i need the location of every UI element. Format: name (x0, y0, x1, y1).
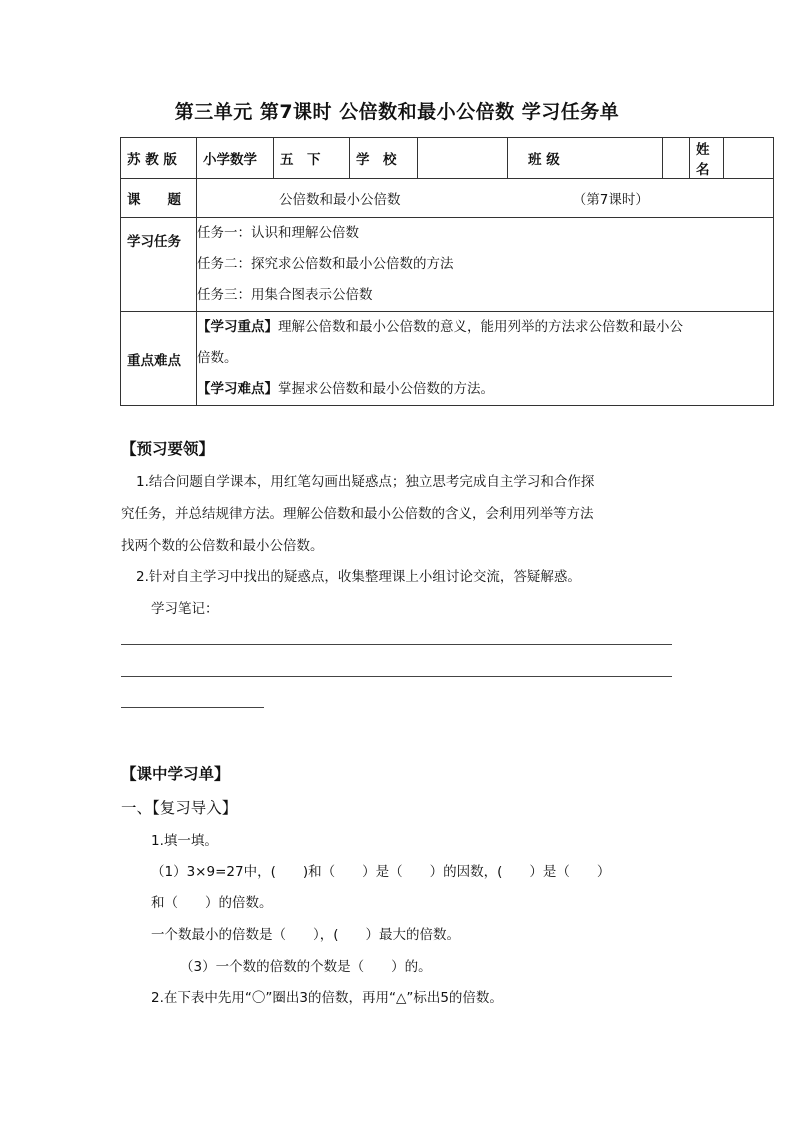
school-field[interactable] (418, 138, 508, 179)
lesson-period: （第7课时） (572, 192, 649, 208)
q1-title: 1.填一填。 (151, 833, 218, 849)
name-label: 姓名 (690, 138, 724, 179)
keypoints-label: 重点难点 (121, 312, 197, 406)
difficulty-tag: 【学习难点】 (197, 381, 278, 397)
tasks-label: 学习任务 (121, 218, 197, 312)
preview-p2: 2.针对自主学习中找出的疑惑点，收集整理课上小组讨论交流，答疑解惑。 (136, 569, 581, 585)
review-section-heading: 一、【复习导入】 (121, 799, 238, 817)
preview-p1-line2: 究任务，并总结规律方法。理解公倍数和最小公倍数的含义，会利用列举等方法 (121, 506, 594, 522)
school-label: 学 校 (350, 138, 418, 179)
q1-3: （3）一个数的倍数的个数是（ ）的。 (180, 959, 432, 975)
lesson-topic-cell (197, 179, 774, 218)
notes-line[interactable] (121, 707, 264, 708)
task-item: 任务三：用集合图表示公倍数 (197, 287, 373, 303)
notes-label: 学习笔记： (151, 601, 219, 617)
notes-line[interactable] (121, 676, 672, 677)
page-title: 第三单元 第7课时 公倍数和最小公倍数 学习任务单 (174, 101, 620, 123)
q2: 2.在下表中先用“〇”圈出3的倍数，再用“△”标出5的倍数。 (151, 990, 503, 1006)
q1-1-line2: 和（ ）的倍数。 (151, 895, 273, 911)
task-item: 任务一：认识和理解公倍数 (197, 225, 359, 241)
notes-line[interactable] (121, 644, 672, 645)
q1-2: 一个数最小的倍数是（ ），( ）最大的倍数。 (151, 927, 461, 943)
class-field[interactable] (663, 138, 690, 179)
keypoints-content (197, 312, 774, 406)
focus-text: 理解公倍数和最小公倍数的意义，能用列举的方法求公倍数和最小公 (278, 319, 683, 335)
class-label: 班 级 (508, 138, 663, 179)
preview-heading: 【预习要领】 (121, 440, 215, 458)
subject-cell: 小学数学 (197, 138, 274, 179)
info-table (120, 137, 774, 406)
edition-cell: 苏 教 版 (121, 138, 197, 179)
name-field[interactable] (724, 138, 774, 179)
tasks-list (197, 218, 774, 312)
focus-tag: 【学习重点】 (197, 319, 278, 335)
focus-text-cont: 倍数。 (197, 350, 238, 366)
q1-1-line1: （1）3×9=27中，( )和（ ）是（ ）的因数，( ）是（ ） (151, 864, 611, 880)
task-item: 任务二：探究求公倍数和最小公倍数的方法 (197, 256, 454, 272)
lesson-topic: 公倍数和最小公倍数 (279, 192, 401, 208)
grade-cell: 五 下 (274, 138, 350, 179)
preview-p1-line1: 1.结合问题自学课本，用红笔勾画出疑惑点；独立思考完成自主学习和合作探 (136, 474, 595, 490)
difficulty-text: 掌握求公倍数和最小公倍数的方法。 (278, 381, 494, 397)
lesson-label: 课 题 (121, 179, 197, 218)
preview-p1-line3: 找两个数的公倍数和最小公倍数。 (121, 538, 324, 554)
in-class-heading: 【课中学习单】 (121, 765, 230, 783)
